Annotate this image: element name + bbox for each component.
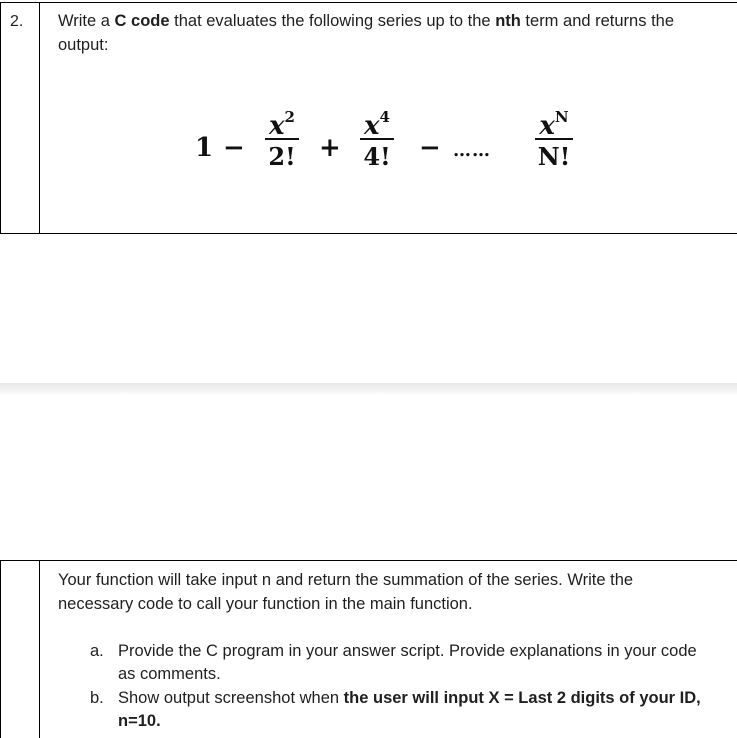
fraction-term-2: $x^4$ 4! (360, 98, 394, 172)
question-number: 2. (10, 13, 24, 30)
prompt-bold-nth: nth (495, 12, 521, 30)
continuation-paragraph: Your function will take input n and return the summation of the series. Write the necessary code to call your function in the main function. (58, 571, 634, 613)
instruction-list (90, 640, 710, 734)
question-table-top (0, 2, 737, 234)
question-prompt: Write a C code that evaluates the following series up to the nth term and returns the output: (58, 12, 675, 54)
fraction-term-1: $x^2$ 2! (265, 98, 299, 172)
formula-ellipsis: …… (453, 140, 491, 161)
list-item-bold-text: the user will input X = Last 2 digits of your ID, n=10. (118, 689, 701, 730)
question-number-cell-continued (0, 561, 40, 738)
list-item: a. Provide the C program in your answer script. Provide explanations in your code as comments. (90, 642, 697, 683)
fraction-term-n: $x^N$ N! (535, 98, 573, 172)
prompt-bold-c-code: C code (114, 12, 170, 30)
list-item: b. Show output screenshot when the user will input X = Last 2 digits of your ID, n=10. (90, 689, 701, 730)
formula-minus-2: − (419, 133, 441, 163)
series-formula (195, 98, 595, 198)
formula-plus: + (319, 133, 341, 163)
page-break-divider (0, 383, 737, 395)
question-number-cell (0, 3, 40, 233)
formula-minus-1: − (223, 133, 245, 163)
formula-one: 1 (195, 133, 214, 163)
